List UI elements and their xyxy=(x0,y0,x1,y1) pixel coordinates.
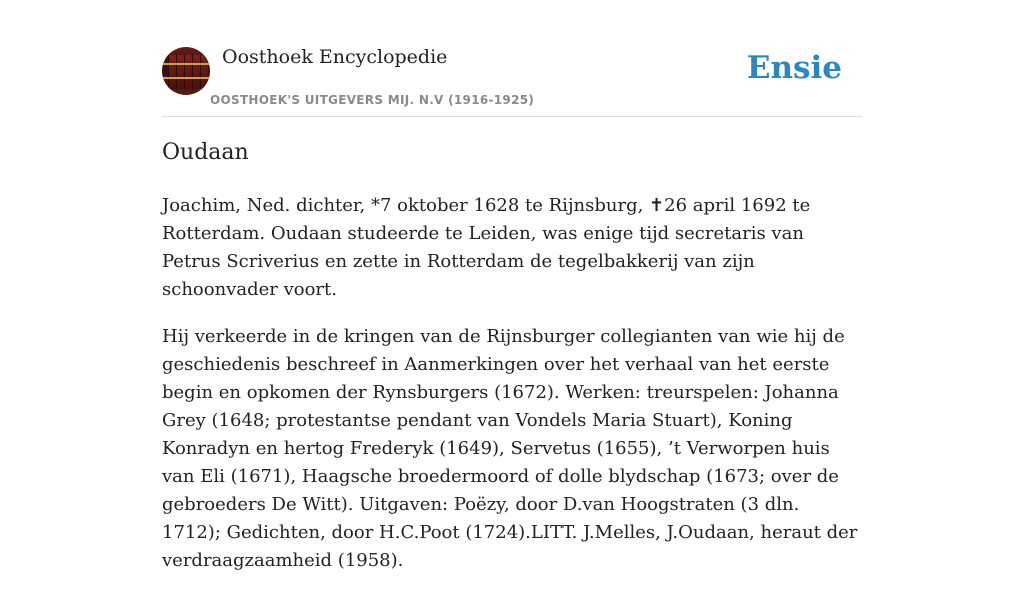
site-header xyxy=(162,46,862,117)
article-paragraph: Hij verkeerde in de kringen van de Rijnsburger collegianten van wie hij de geschiedenis beschreef in Aanmerkingen over het verhaal van het eerste begin en opkomen der Rynsburgers (1672). Werken: treurspelen: Johanna Grey (1648; protestantse pendant van Vondels Maria Stuart), Koning Konradyn en hertog Frederyk (1649), Servetus (1655), ’t Verworpen huis van Eli (1671), Haagsche broedermoord of dolle blydschap (1673; over de gebroeders De Witt). Uitgaven: Poëzy, door D.van Hoogstraten (3 dln. 1712); Gedichten, door H.C.Poot (1724).LITT. J.Melles, J.Oudaan, heraut der verdraagzaamheid (1958). xyxy=(162,326,858,571)
publisher-label: OOSTHOEK'S UITGEVERS MIJ. N.V (1916-1925) xyxy=(210,93,535,107)
encyclopedia-books-avatar[interactable] xyxy=(162,47,210,95)
article-paragraph: Joachim, Ned. dichter, *7 oktober 1628 te Rijnsburg, ✝26 april 1692 te Rotterdam. Oudaan studeerde te Leiden, was enige tijd secretaris van Petrus Scriverius en zette in Rotterdam de tegelbakkerij van zijn schoonvader voort. xyxy=(162,195,811,300)
article-body xyxy=(162,192,862,594)
ensie-logo[interactable]: Ensie xyxy=(746,50,842,86)
article-title: Oudaan xyxy=(162,140,249,165)
site-title[interactable]: Oosthoek Encyclopedie xyxy=(222,46,448,68)
